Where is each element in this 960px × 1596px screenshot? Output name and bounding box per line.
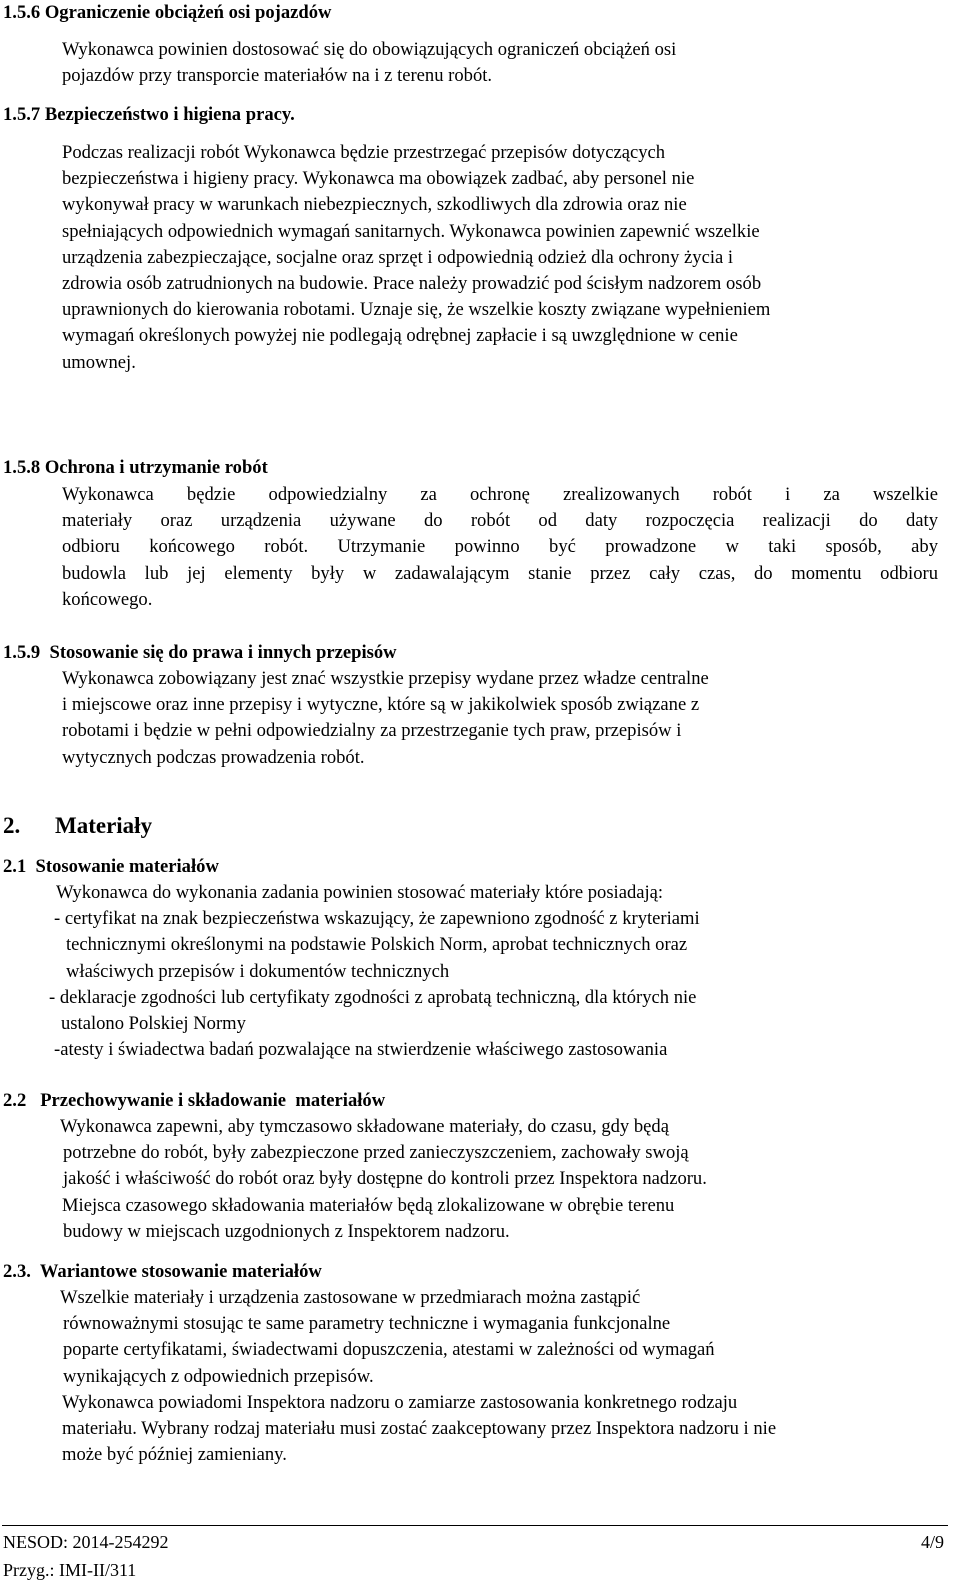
text-line: spełniających odpowiednich wymagań sanitarnych. Wykonawca powinien zapewnić wszelkie [62, 220, 760, 242]
text-line: równoważnymi stosując te same parametry techniczne i wymagania funkcjonalne [63, 1313, 671, 1335]
text-line: Miejsca czasowego składowania materiałów będą zlokalizowane w obrębie terenu [62, 1194, 675, 1216]
section-heading-1-5-9: 1.5.9 Stosowanie się do prawa i innych przepisów [3, 642, 397, 663]
text-line: poparte certyfikatami, świadectwami dopuszczenia, atestami w zależności od wymagań [63, 1339, 715, 1361]
text-line: materiału. Wybrany rodzaj materiału musi zostać zaakceptowany przez Inspektora nadzoru i nie [62, 1418, 777, 1440]
section-body-1-5-6 [62, 37, 822, 89]
text-line: budowy w miejscach uzgodnionych z Inspektorem nadzoru. [63, 1220, 510, 1242]
text-line: potrzebne do robót, były zabezpieczone przed zanieczyszczeniem, zachowały swoją [63, 1142, 689, 1164]
section-heading-2-1: 2.1 Stosowanie materiałów [3, 856, 219, 877]
text-line: Wszelkie materiały i urządzenia zastosowane w przedmiarach można zastąpić [60, 1287, 641, 1308]
section-heading-1-5-6: 1.5.6 Ograniczenie obciążeń osi pojazdów [3, 2, 332, 23]
text-line: wynikających z odpowiednich przepisów. [63, 1365, 374, 1387]
text-line: Podczas realizacji robót Wykonawca będzie przestrzegać przepisów dotyczących [62, 142, 666, 163]
section-body-2-1 [49, 880, 934, 1063]
text-line: wytycznych podczas prowadzenia robót. [62, 746, 365, 768]
text-line: technicznymi określonymi na podstawie Polskich Norm, aprobat technicznych oraz [66, 934, 688, 956]
text-line: umownej. [62, 351, 136, 373]
section-heading-2-3: 2.3. Wariantowe stosowanie materiałów [3, 1261, 322, 1282]
text-line: może być później zamieniany. [62, 1444, 287, 1466]
text-line: urządzenia zabezpieczające, socjalne oraz sprzęt i odpowiednią odzież dla ochrony życia i [62, 246, 734, 268]
text-line: Wykonawca powiadomi Inspektora nadzoru o zamiarze zastosowania konkretnego rodzaju [62, 1391, 738, 1413]
list-item: -atesty i świadectwa badań pozwalające na stwierdzenie właściwego zastosowania [54, 1039, 668, 1061]
section-heading-1-5-7: 1.5.7 Bezpieczeństwo i higiena pracy. [3, 104, 295, 125]
text-line: i miejscowe oraz inne przepisy i wytyczne, które są w jakikolwiek sposób związane z [62, 694, 700, 716]
text-line: materiały oraz urządzenia używane do robót od daty rozpoczęcia realizacji do daty [62, 510, 938, 532]
text-line: zdrowia osób zatrudnionych na budowie. Prace należy prowadzić pod ścisłym nadzorem osób [62, 273, 762, 295]
text-line: wykonywał pracy w warunkach niebezpiecznych, szkodliwych dla zdrowia oraz nie [62, 194, 687, 216]
footer-divider [2, 1525, 948, 1526]
text-line: jakość i właściwość do robót oraz były dostępne do kontroli przez Inspektora nadzoru. [63, 1168, 707, 1190]
section-body-1-5-8 [62, 482, 938, 613]
text-line: Wykonawca będzie odpowiedzialny za ochronę zrealizowanych robót i za wszelkie [62, 484, 938, 505]
chapter-number: 2. [3, 813, 21, 838]
text-line: robotami i będzie w pełni odpowiedzialny za przestrzeganie tych praw, przepisów i [62, 720, 682, 742]
footer-page-number: 4/9 [920, 1532, 944, 1552]
text-line: odbioru końcowego robót. Utrzymanie powinno być prowadzone w taki sposób, aby [62, 536, 938, 558]
text-line: ustalono Polskiej Normy [61, 1013, 246, 1035]
text-line: uprawnionych do kierowania robotami. Uznaje się, że wszelkie koszty związane wypełnieniem [62, 299, 771, 321]
text-line: Wykonawca do wykonania zadania powinien stosować materiały które posiadają: [56, 882, 664, 903]
section-body-1-5-7 [62, 140, 942, 376]
text-line: Wykonawca powinien dostosować się do obowiązujących ograniczeń obciążeń osi [62, 39, 677, 60]
text-line: Wykonawca zobowiązany jest znać wszystkie przepisy wydane przez władze centralne [62, 668, 709, 689]
text-line: wymagań określonych powyżej nie podlegają odrębnej zapłacie i są uwzględnione w cenie [62, 325, 738, 347]
section-body-2-2 [60, 1114, 940, 1245]
chapter-title: Materiały [55, 813, 153, 838]
list-item: - deklaracje zgodności lub certyfikaty zgodności z aprobatą techniczną, dla których nie [49, 986, 697, 1008]
section-body-2-3 [60, 1285, 945, 1468]
footer-przyg: Przyg.: IMI-II/311 [3, 1560, 137, 1580]
text-line: bezpieczeństwa i higieny pracy. Wykonawca ma obowiązek zadbać, aby personel nie [62, 168, 695, 190]
footer-nesod: NESOD: 2014-254292 [3, 1532, 169, 1552]
text-line: właściwych przepisów i dokumentów technicznych [66, 960, 450, 982]
list-item: - certyfikat na znak bezpieczeństwa wskazujący, że zapewniono zgodność z kryteriami [54, 908, 700, 930]
section-heading-2-2: 2.2 Przechowywanie i składowanie materiałów [3, 1090, 386, 1111]
text-line: końcowego. [62, 588, 153, 610]
section-body-1-5-9 [62, 666, 922, 771]
text-line: Wykonawca zapewni, aby tymczasowo składowane materiały, do czasu, gdy będą [60, 1116, 669, 1137]
section-heading-1-5-8: 1.5.8 Ochrona i utrzymanie robót [3, 457, 268, 478]
text-line: budowla lub jej elementy były w zadawalającym stanie przez cały czas, do momentu odbioru [62, 562, 938, 584]
text-line: pojazdów przy transporcie materiałów na i z terenu robót. [62, 65, 493, 87]
